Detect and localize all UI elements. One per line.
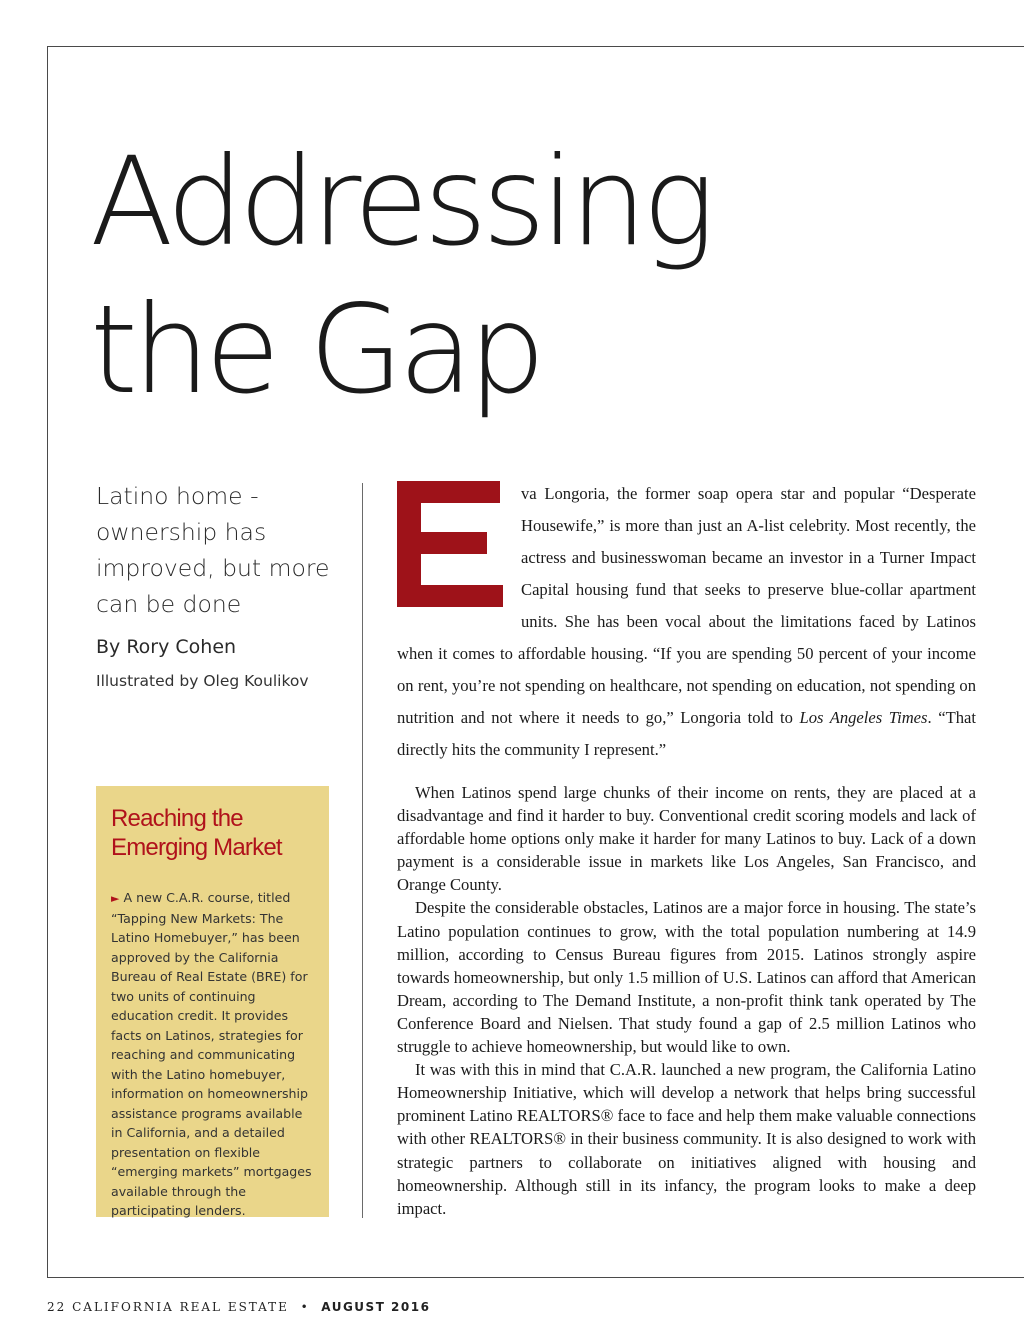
article-title (90, 128, 710, 424)
byline: By Rory Cohen (96, 636, 237, 658)
arrow-icon: ► (111, 892, 120, 905)
article-deck: Latino home - ownership has improved, but more can be done (96, 482, 330, 618)
lead-text-end: . “That directly hits the community I represent.” (397, 708, 976, 759)
body-paragraph: When Latinos spend large chunks of their income on rents, they are placed at a disadvantage and find it harder to buy. Conventional credit scoring models and lack of affordable home options only make it harder for many Latinos to buy. Lack of a down payment is a considerable issue in markets like Los Angeles, San Francisco, and Orange County. (397, 783, 976, 895)
page-footer (47, 1300, 430, 1314)
body-paragraph: Despite the considerable obstacles, Latinos are a major force in housing. The state’s Latino population continues to grow, with the total population numbering at 14.9 million, according to Census Bureau figures from 2015. Latinos strongly aspire towards homeownership, but only 1.5 million of U.S. Latinos can afford that American Dream, according to The Demand Institute, a non-profit think tank operated by The Conference Board and Nielsen. That study found a gap of 2.5 million Latinos who struggle to achieve homeownership, but would like to own. (397, 898, 976, 1057)
drop-cap-letter (397, 481, 503, 607)
sidebar-text (111, 888, 315, 1221)
title-line-1: Addressing (90, 131, 711, 273)
lead-text: va Longoria, the former soap opera star and popular “Desperate Housewife,” is more than just an A-list celebrity. Most recently, the actress and businesswoman became an investor in a Turner Impact Capital housing fund that seeks to preserve blue-collar apartment units. She has been vocal about the limitations faced by Latinos when it comes to affordable housing. “If you are spending 50 percent of your income on rent, you’re not spending on healthcare, not spending on education, not spending on nutrition and not where it needs to go,” Longoria told to (397, 484, 976, 727)
issue-date: AUGUST 2016 (321, 1300, 431, 1314)
column-divider (362, 483, 363, 1218)
sidebar-heading: Reaching the Emerging Market (111, 805, 282, 861)
article-body (397, 478, 976, 1220)
footer-separator: • (300, 1300, 310, 1314)
sidebar-box (96, 786, 329, 1217)
illustration-credit: Illustrated by Oleg Koulikov (96, 672, 309, 690)
publication-title: CALIFORNIA REAL ESTATE (72, 1300, 289, 1314)
publication-name: Los Angeles Times (799, 708, 928, 727)
page-number: 22 (47, 1300, 67, 1314)
body-paragraph: It was with this in mind that C.A.R. launched a new program, the California Latino Homeownership Initiative, which will develop a network that helps bring successful prominent Latino REALTORS® face to face and help them make valuable connections with other REALTORS® in their business community. It is also designed to work with strategic partners to collaborate on initiatives aligned with housing and homeownership. Although still in its infancy, the program looks to make a deep impact. (397, 1060, 976, 1218)
sidebar-body: A new C.A.R. course, titled “Tapping New Markets: The Latino Homebuyer,” has been approved by the California Bureau of Real Estate (BRE) for two units of continuing education credit. It provides facts on Latinos, strategies for reaching and communicating with the Latino homebuyer, information on homeownership assistance programs available in California, and a detailed presentation on flexible “emerging markets” mortgages available through the participating lenders. (111, 890, 312, 1218)
drop-cap (397, 481, 503, 607)
title-line-2: the Gap (90, 279, 541, 421)
